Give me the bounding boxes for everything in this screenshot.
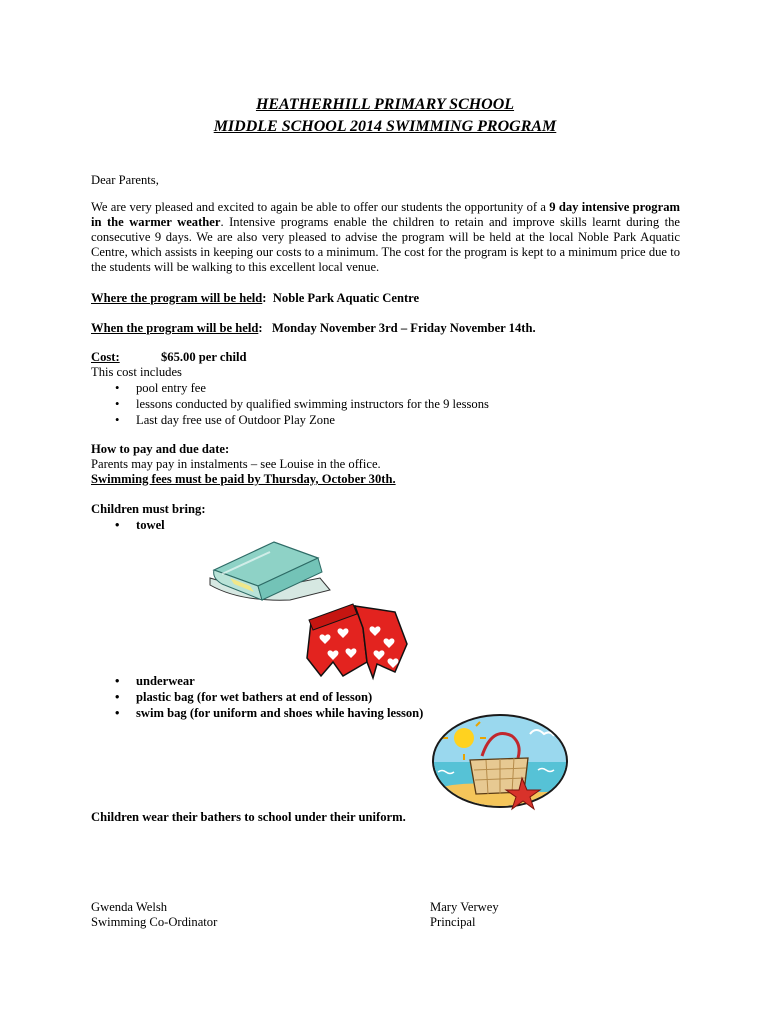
intro-text-1: We are very pleased and excited to again be able to offer our students the opportunity of a [91,200,550,214]
list-item: • underwear [91,674,511,690]
cost-value: $65.00 per child [161,350,247,364]
payment-line: Parents may pay in instalments – see Louise in the office. [91,457,381,471]
list-item: • towel [91,518,491,534]
signature-block-left [91,900,217,930]
intro-paragraph [91,200,680,275]
when-value: Monday November 3rd – Friday November 14th. [271,321,536,335]
list-item: • swim bag (for uniform and shoes while having lesson) [91,706,511,722]
cost-includes-list [91,381,691,429]
cost-label: Cost: [91,350,120,364]
school-title: HEATHERHILL PRIMARY SCHOOL [255,96,515,113]
cost-includes-label: This cost includes [91,365,182,379]
payment-heading: How to pay and due date: [91,442,230,456]
where-line: Where the program will be held: Noble Park Aquatic Centre [91,291,420,305]
bathers-note: Children wear their bathers to school under their uniform. [91,810,406,824]
signature-block-right [430,900,499,930]
bring-heading: Children must bring: [91,502,206,516]
towel-illustration [200,530,340,610]
list-item: • lessons conducted by qualified swimming instructors for the 9 lessons [91,397,691,413]
where-label: Where the program will be held [91,291,263,305]
list-item: • plastic bag (for wet bathers at end of lesson) [91,690,511,706]
underwear-illustration [303,600,413,682]
when-label: When the program will be held [91,321,259,335]
payment-due-date: Swimming fees must be paid by Thursday, October 30th. [91,472,396,486]
list-item: • Last day free use of Outdoor Play Zone [91,413,691,429]
intro-highlight: 9 day intensive program in the warmer weather [91,200,680,229]
when-line: When the program will be held: Monday November 3rd – Friday November 14th. [91,321,536,335]
where-value: Noble Park Aquatic Centre [272,291,420,305]
signatory-role: Swimming Co-Ordinator [91,915,218,929]
program-title: MIDDLE SCHOOL 2014 SWIMMING PROGRAM [213,118,557,135]
beach-bag-illustration [430,712,570,810]
salutation: Dear Parents, [91,173,159,187]
signatory-role: Principal [430,915,476,929]
list-item: • pool entry fee [91,381,691,397]
signatory-name: Mary Verwey [430,900,499,914]
intro-text-2: . Intensive programs enable the children to retain and improve skills learnt during the consecutive 9 days. We are also very pleased to advise the program will be held at the local Noble Park Aquatic Centre, which assists in keeping our costs to a minimum. The cost for the program is kept to a minimum price due to the students will be walking to this excellent local venue. [91,215,680,274]
signatory-name: Gwenda Welsh [91,900,168,914]
cost-line [91,350,246,365]
